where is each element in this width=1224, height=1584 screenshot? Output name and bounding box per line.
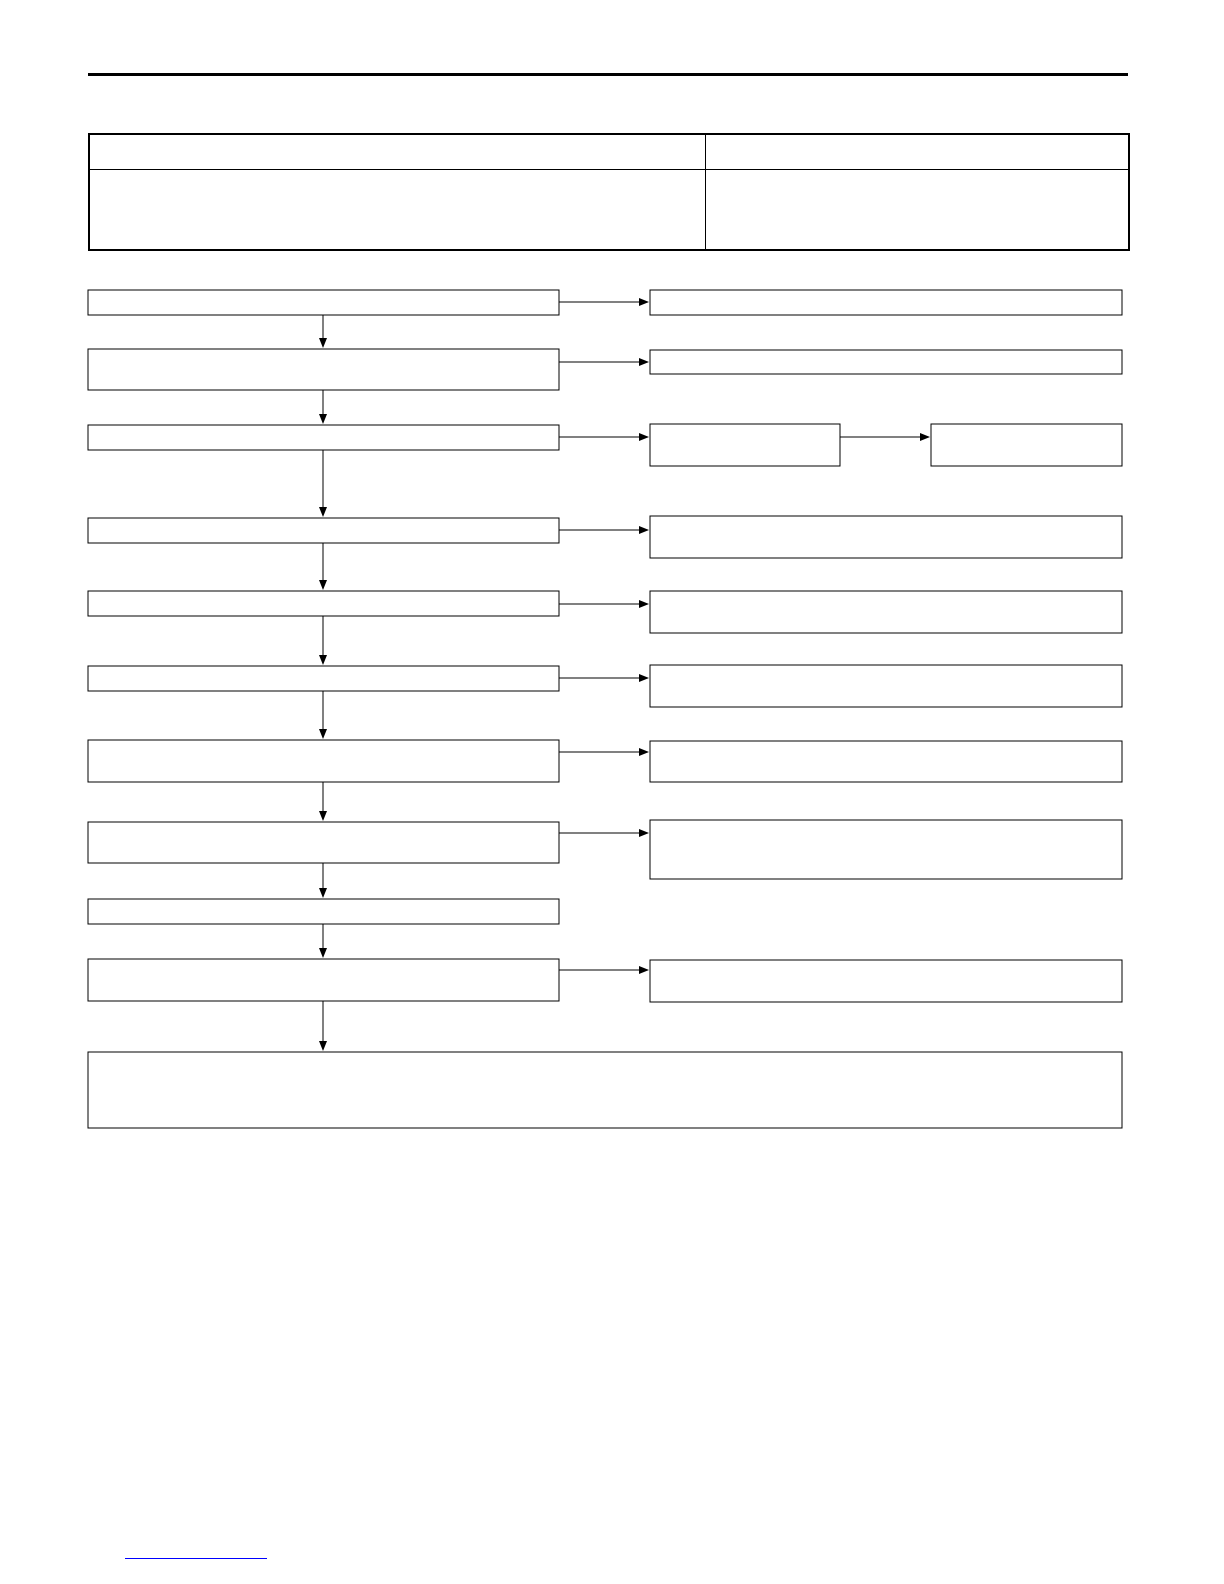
step-box	[88, 899, 559, 924]
result-box	[650, 960, 1122, 1002]
result-box	[650, 290, 1122, 315]
step-box	[88, 822, 559, 863]
result-box	[650, 516, 1122, 558]
final-box	[88, 1052, 1122, 1128]
result-box	[650, 820, 1122, 879]
result-box	[650, 424, 840, 466]
step-box	[88, 290, 559, 315]
result-box	[650, 591, 1122, 633]
step-box	[88, 591, 559, 616]
step-box	[88, 349, 559, 390]
step-box	[88, 740, 559, 782]
footer-link[interactable]	[125, 1558, 267, 1559]
result-box	[650, 350, 1122, 374]
step-box	[88, 666, 559, 691]
result-box	[650, 665, 1122, 707]
step-box	[88, 425, 559, 450]
result-box	[931, 424, 1122, 466]
result-box	[650, 741, 1122, 782]
step-box	[88, 959, 559, 1001]
step-box	[88, 518, 559, 543]
